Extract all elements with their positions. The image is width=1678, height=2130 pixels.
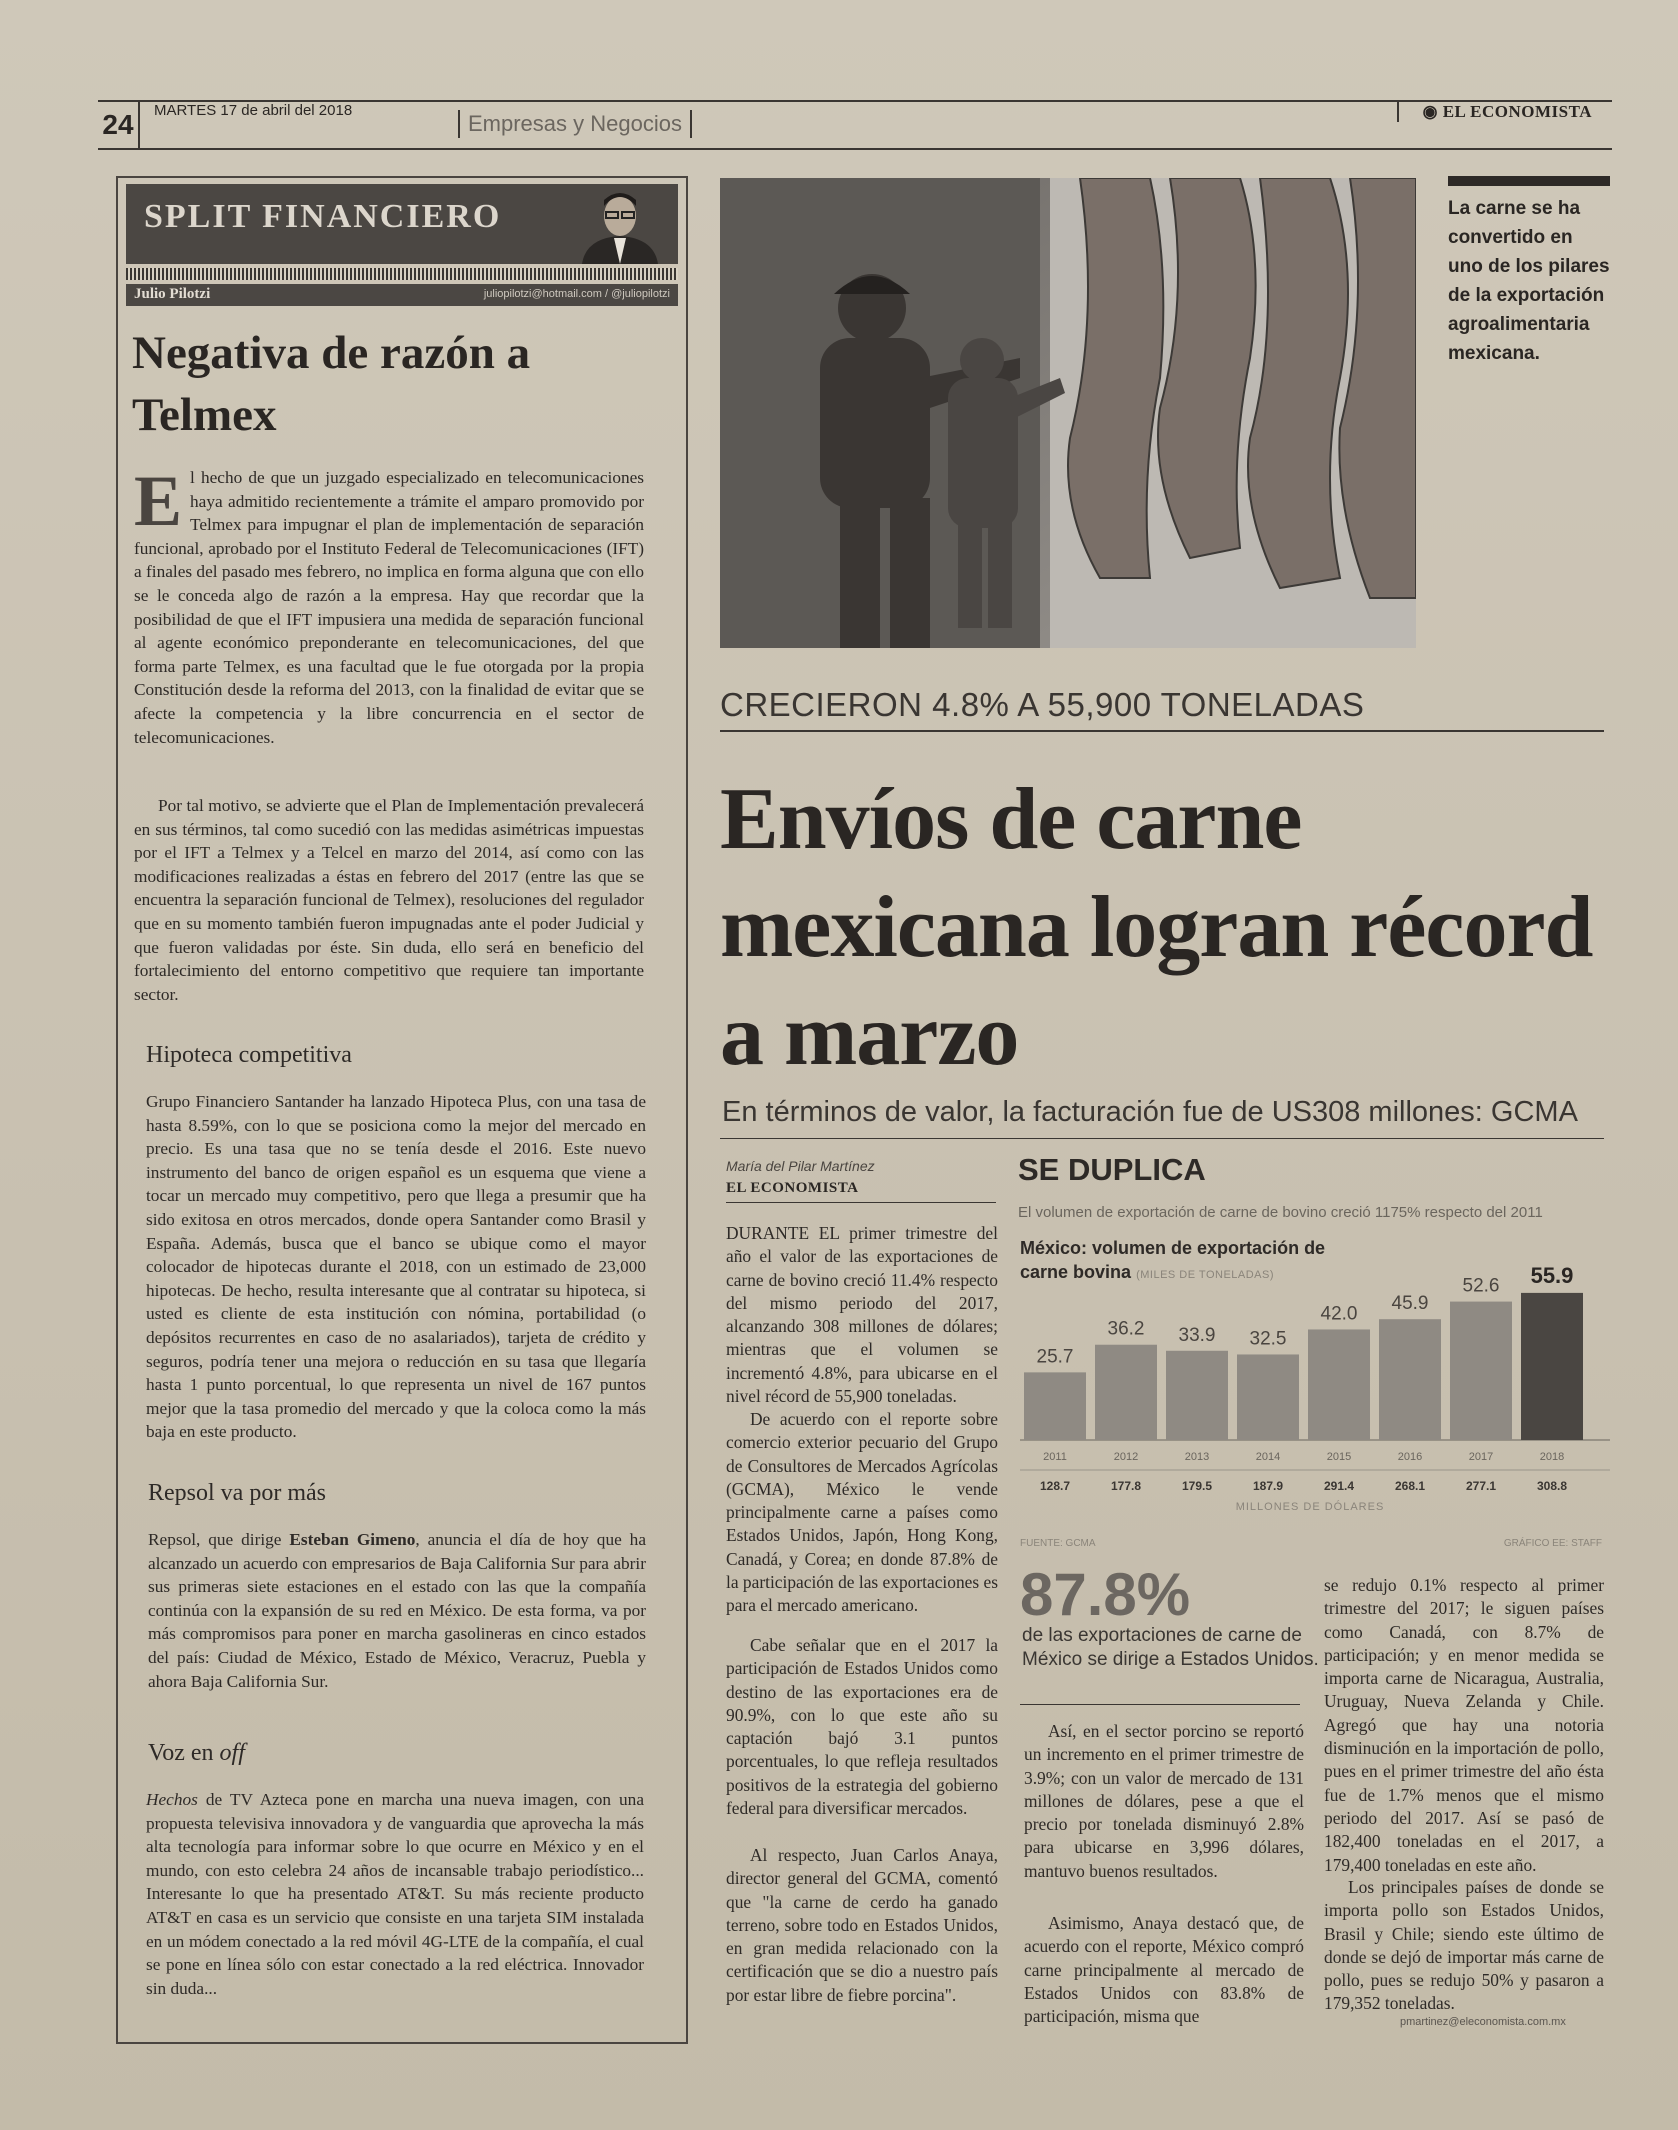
chart-bar-2018 [1521,1293,1583,1440]
chart-source: FUENTE: GCMA [1020,1538,1096,1549]
byline-rule [726,1202,996,1203]
column-title: Negativa de razón a Telmex [132,327,531,441]
article-col1-p3: Cabe señalar que en el 2017 la participación de Estados Unidos como destino de las exportaciones era de 90.9%, con lo que este año su captación bajó 3.1 puntos porcentuales, lo que refleja resultados positivos de la estrategia del gobierno federal para diversificar mercados. [726,1635,998,1819]
chart-value-label-2016: 45.9 [1391,1293,1429,1315]
article-headline: Envíos de carne mexicana logran récord a marzo [720,771,1593,1084]
chart-usd-value-2017: 277.1 [1465,1479,1497,1493]
chart-unit: (MILES DE TONELADAS) [1136,1269,1275,1281]
issue-date: MARTES 17 de abril del 2018 [154,102,353,119]
chart-category-label-2012: 2012 [1113,1451,1139,1463]
column-subhead-hipoteca: Hipoteca competitiva [146,1042,352,1068]
article-col3-p2: Los principales países de donde se importa pollo son Estados Unidos, Brasil y Chile; siendo este último de donde se dejó de importar más carne de pollo, pues se redujo 50% y pasaron a 179,352 toneladas. [1324,1877,1604,2014]
chart-category-label-2014: 2014 [1255,1451,1281,1463]
author-bar [126,284,678,306]
repsol-exec-name: Esteban Gimeno [289,1530,416,1549]
chart-usd-value-2016: 268.1 [1394,1479,1426,1493]
author-portrait [572,184,668,264]
section-label: Empresas y Negocios [458,110,692,138]
drop-cap: E [134,461,183,541]
column-subhead-voz [148,1740,245,1767]
chart-usd-axis-label: MILLONES DE DÓLARES [1235,1501,1385,1513]
chart-bar-2017 [1450,1302,1512,1440]
column-author: Julio Pilotzi [134,286,211,302]
article-byline: María del Pilar Martínez [726,1158,875,1174]
chart-usd-value-2011: 128.7 [1039,1479,1071,1493]
column-paragraph-2: Por tal motivo, se advierte que el Plan de Implementación prevalecerá en sus términos, tal como sucedió con las medidas asimétricas impuestas por el IFT a Telmex y a Telcel en marzo del 2014, así como con las modificaciones realizadas a éstas en febrero del 2017 (entre las que se encuentra la separación funcional de Telmex), resoluciones del regulador que en su momento también fueron impugnadas ante el poder Judicial y que fueron validadas por éste. Sin duda, ello será en beneficio del fortalecimiento del entorno competitivo que requiere tan importante sector. [134,796,644,1004]
article-col2-p2: Asimismo, Anaya destacó que, de acuerdo con el reporte, México compró carne principalmente al mercado de Estados Unidos con 83.8% de participación, misma que [1024,1913,1304,2027]
chart-value-label-2011: 25.7 [1036,1346,1074,1368]
chart-bar-2011 [1024,1372,1086,1440]
repsol-text-b: , anuncia el día de hoy que ha alcanzado un acuerdo con empresarios de Baja California Sur para abrir sus primeras siete estaciones en el estado con las que la compañía continúa con la expansión de su red en México. De esta forma, va por más compromisos para poner en marcha gasolineras en cinco estados del país: Ciudad de México, Estado de México, Veracruz, Puebla y ahora Baja California Sur. [148,1530,646,1691]
page-header [98,100,1612,150]
article-col1-p4: Al respecto, Juan Carlos Anaya, director general del GCMA, comentó que "la carne de cerdo ha ganado terreno, sobre todo en Estados Unidos, en gran medida relacionado con la certificación que se dio a nuestro país por estar libre de fiebre porcina". [726,1845,998,2005]
photo-caption-text: La carne se ha convertido en uno de los pilares de la exportación agroalimentaria mexicana. [1448,198,1610,364]
chart-category-label-2013: 2013 [1184,1451,1210,1463]
voz-heading-a: Voz en [148,1740,220,1766]
masthead-brand [1397,102,1592,122]
chart-value-label-2014: 32.5 [1249,1328,1287,1350]
col1-text: primer trimestre del año el valor de las exportaciones de carne de bovino creció 11.4% respecto del mismo periodo del 2017, alcanzando 308 millones de dólares; mientras que el volumen se incrementó 4.8%, para ubicarse en el nivel récord de 55,900 toneladas. [726,1223,998,1407]
chart-bar-2013 [1166,1351,1228,1440]
chart-subtitle: El volumen de exportación de carne de bovino creció 1175% respecto del 2011 [1018,1204,1543,1221]
chart-series-name: México: volumen de exportación de carne bovina [1020,1238,1326,1282]
chart-usd-value-2012: 177.8 [1110,1479,1142,1493]
page-number: 24 [98,102,140,148]
chart-usd-value-2013: 179.5 [1181,1479,1213,1493]
chart-category-label-2016: 2016 [1397,1451,1423,1463]
article-byline-source: EL ECONOMISTA [726,1180,859,1196]
voz-heading-b: off [219,1740,245,1766]
chart-usd-value-2015: 291.4 [1323,1479,1355,1493]
chart-value-label-2018: 55.9 [1530,1262,1574,1288]
article-col2-p1: Así, en el sector porcino se reportó un incremento en el primer trimestre de 3.9%; con un valor de mercado de 131 millones de dólares, pese a que el precio por tonelada disminuyó 2.8% para ubicarse en 3,996 dólares, mantuvo buenos resultados. [1024,1721,1304,1881]
article-col3-p1: se redujo 0.1% respecto al primer trimestre del 2017; le siguen países como Canadá, con 8.7% de participación; y en menor medida se importa carne de Nicaragua, Australia, Uruguay, Nueva Zelanda y Chile. Agregó que hay una notoria disminución en la importación de pollo, pues en el primer trimestre del año ésta fue de 1.7% menos que el mismo periodo del 2017. Así se pasó de 182,400 toneladas en el 2017, a 179,400 toneladas en este año. [1324,1575,1604,1875]
author-contact: juliopilotzi@hotmail.com / @juliopilotzi [483,288,670,300]
chart-category-label-2017: 2017 [1468,1451,1494,1463]
highlight-rule [1020,1704,1300,1705]
chart-credit: GRÁFICO EE: STAFF [1503,1538,1602,1549]
lead-in: DURANTE EL [726,1223,840,1243]
article-col1-p2: De acuerdo con el reporte sobre comercio exterior pecuario del Grupo de Consultores de Mercados Agrícolas (GCMA), México le vende principalmente carne a países como Estados Unidos, Japón, Hong Kong, Canadá, y Corea; en donde 87.8% de la participación de las exportaciones es para el mercado americano. [726,1409,998,1616]
chart-bar-2012 [1095,1345,1157,1440]
brand-logo-icon: ◉ [1422,102,1443,121]
chart-bar-2016 [1379,1319,1441,1440]
highlight-stat: 87.8% [1020,1561,1191,1628]
banner-hatch-divider [126,268,678,280]
article-deck: En términos de valor, la facturación fue de US308 millones: GCMA [722,1096,1578,1128]
highlight-stat-text: de las exportaciones de carne de México se dirige a Estados Unidos. [1022,1625,1319,1670]
chart-value-label-2017: 52.6 [1462,1275,1500,1297]
chart-value-label-2012: 36.2 [1107,1318,1145,1340]
chart-usd-value-2014: 187.9 [1252,1479,1284,1493]
column-paragraph-4 [148,1528,646,1693]
chart-category-label-2015: 2015 [1326,1451,1352,1463]
chart-category-label-2011: 2011 [1043,1451,1067,1463]
column-subhead-repsol: Repsol va por más [148,1480,326,1506]
column-paragraph-1: l hecho de que un juzgado especializado en telecomunicaciones haya admitido recientemente a trámite el amparo promovido por Telmex para impugnar el plan de implementación de separación funcional, aprobado por el Instituto Federal de Telecomunicaciones (IFT) a finales del pasado mes febrero, no implica en forma alguna que con ello se le conceda algo de razón a la empresa. Hay que recordar que la posibilidad de que el IFT impusiera una medida de separación funcional al agente económico preponderante en telecomunicaciones, del que forma parte Telmex, es una facultad que le fue otorgada por la propia Constitución desde la reforma del 2013, con la finalidad de evitar que se afecte la competencia y la libre concurrencia en el sector de telecomunicaciones. [134,468,644,747]
brand-name: EL ECONOMISTA [1442,102,1592,121]
reporter-email: pmartinez@eleconomista.com.mx [1400,2016,1566,2028]
chart-usd-value-2018: 308.8 [1536,1479,1568,1493]
chart-bar-2014 [1237,1354,1299,1440]
article-kicker: CRECIERON 4.8% A 55,900 TONELADAS [720,686,1365,723]
voz-text: de TV Azteca pone en marcha una nueva imagen, con una propuesta televisiva innovadora y de vanguardia que aprovecha la más alta tecnología para informar sobre lo que ocurre en México y en el mundo, con esto celebra 24 años de incansable trabajo periodístico... Interesante lo que ha presentado AT&T. Su más reciente producto AT&T en casa es un servicio que consiste en una tarjeta SIM instalada en un módem conectado a la red móvil 4G-LTE de la compañía, el cual se pone en línea sólo con estar conectado a la red eléctrica. Innovador sin duda... [146,1790,644,1998]
chart-bar-2015 [1308,1329,1370,1440]
column-paragraph-5 [146,1788,644,2000]
column-banner [126,184,678,264]
column-lead-text [134,461,644,749]
chart-title: SE DUPLICA [1018,1152,1206,1187]
chart-value-label-2013: 33.9 [1178,1324,1216,1346]
kicker-rule [720,730,1604,732]
column-paragraph-3: Grupo Financiero Santander ha lanzado Hipoteca Plus, con una tasa de hasta 8.59%, con lo que se posiciona como la mejor del mercado en precio. Es una tasa que no se tenía desde el 2016. Este nuevo instrumento del banco de origen español es un esquema que viene a tocar un mercado muy competitivo, pero que llega a presumir que ha sido exitosa en otros mercados, donde opera Santander como Brasil y España. Además, busca que el banco se ubique como el mayor colocador de hipotecas durante el 2018, con un estimado de 23,000 hipotecas. De hecho, resulta interesante que al contratar su hipoteca, si usted es cliente de esta institución con nómina, portabilidad (o depósitos recurrentes en caso de no asalariados), tarjeta de crédito y seguros, podría tener una mejora o reducción en su tasa que llegaría hasta 1 punto porcentual, lo que representa un nivel de 167 puntos mejor que la tasa promedio del mercado y que la coloca como la más baja en este producto. [146,1092,646,1442]
deck-rule [720,1138,1604,1139]
caption-bar [1448,176,1610,186]
bar-chart [1020,1240,1610,1560]
chart-value-label-2015: 42.0 [1320,1303,1358,1325]
repsol-text-a: Repsol, que dirige [148,1530,290,1549]
voz-program-name: Hechos [146,1790,198,1809]
article-photo [720,178,1416,648]
chart-category-label-2018: 2018 [1539,1451,1565,1463]
column-banner-title: SPLIT FINANCIERO [144,198,502,235]
article-col1-p1 [726,1222,998,1408]
